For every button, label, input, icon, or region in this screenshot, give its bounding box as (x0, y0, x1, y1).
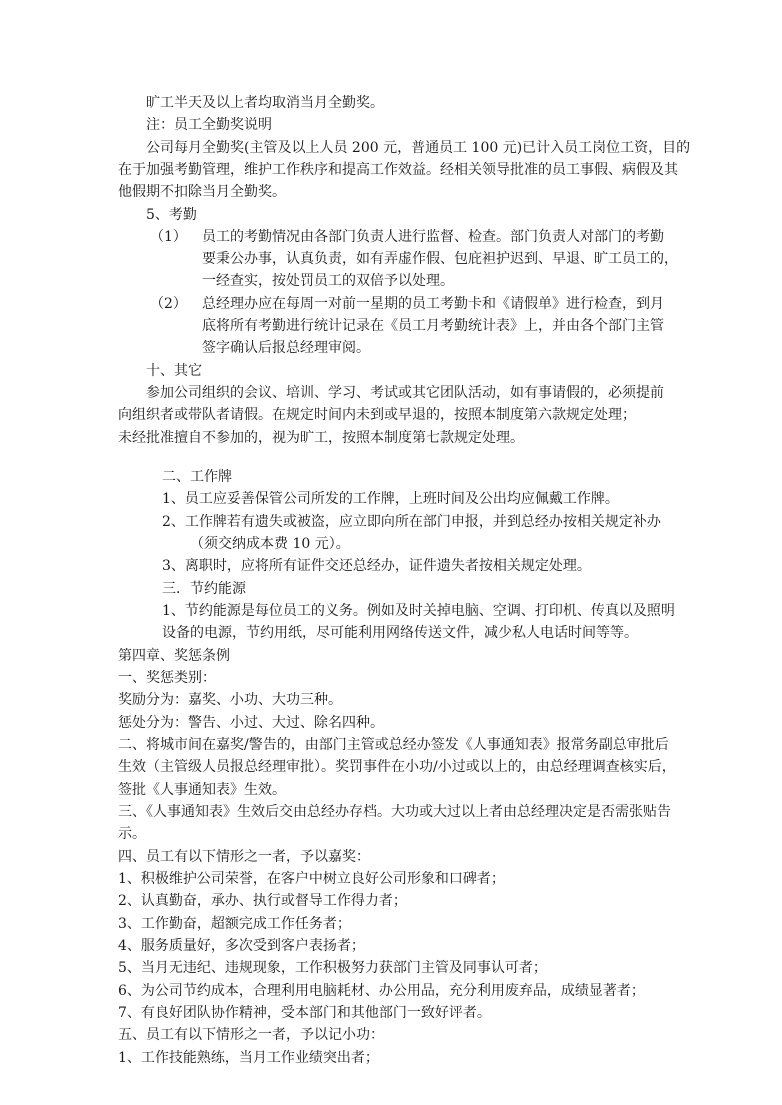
list-item: 4、服务质量好，多次受到客户表扬者； (118, 938, 365, 954)
text-line: 设备的电源，节约用纸，尽可能利用网络传送文件，减少私人电话时间等等。 (162, 625, 638, 641)
text-line: 底将所有考勤进行统计记录在《员工月考勤统计表》上，并由各个部门主管 (202, 318, 664, 334)
text-line: 生效（主管级人员报总经理审批）。奖罚事件在小功/小过或以上的，由总经理调查核实后， (118, 759, 676, 775)
text-line: 签字确认后报总经理审阅。 (202, 340, 370, 356)
text-line: 未经批准擅自不参加的，视为旷工，按照本制度第七款规定处理。 (118, 430, 524, 446)
list-number: （1） (150, 229, 187, 245)
section-heading: 五、员工有以下情形之一者，予以记小功： (118, 1027, 384, 1043)
section-heading: 三．节约能源 (162, 581, 246, 597)
list-item: 6、为公司节约成本，合理利用电脑耗材、办公用品，充分利用废弃品，成绩显著者； (118, 983, 645, 999)
text-line: 员工的考勤情况由各部门负责人进行监督、检查。部门负责人对部门的考勤 (202, 229, 664, 245)
text-line: 惩处分为：警告、小过、大过、除名四种。 (118, 715, 384, 731)
text-line: 参加公司组织的会议、培训、学习、考试或其它团队活动，如有事请假的，必须提前 (146, 385, 664, 401)
list-item: 1、工作技能熟练，当月工作业绩突出者； (118, 1050, 379, 1066)
section-heading: 一、奖惩类别： (118, 670, 216, 686)
text-line: 在于加强考勤管理，维护工作秩序和提高工作效益。经相关领导批准的员工事假、病假及其 (118, 162, 678, 178)
text-line: （须交纳成本费 10 元）。 (190, 536, 350, 552)
chapter-heading: 第四章、奖惩条例 (118, 648, 230, 664)
list-item: 1、积极维护公司荣誉，在客户中树立良好公司形象和口碑者； (118, 871, 505, 887)
list-item: 2、认真勤奋，承办、执行或督导工作得力者； (118, 893, 407, 909)
list-item: 7、有良好团队协作精神，受本部门和其他部门一致好评者。 (118, 1005, 491, 1021)
text-line: 旷工半天及以上者均取消当月全勤奖。 (146, 95, 384, 111)
text-line: 一经查实，按处罚员工的双倍予以处理。 (202, 273, 454, 289)
text-line: 3、离职时，应将所有证件交还总经办，证件遗失者按相关规定处理。 (162, 558, 591, 574)
list-item: 3、工作勤奋，超额完成工作任务者； (118, 916, 351, 932)
section-heading: 四、员工有以下情形之一者，予以嘉奖： (118, 849, 370, 865)
text-line: 公司每月全勤奖(主管及以上人员 200 元，普通员工 100 元)已计入员工岗位工资，目的 (146, 140, 691, 156)
text-line: 他假期不扣除当月全勤奖。 (118, 184, 286, 200)
text-line: 向组织者或带队者请假。在规定时间内未到或早退的，按照本制度第六款规定处理； (118, 407, 636, 423)
list-item: 5、当月无违纪、违规现象，工作积极努力获部门主管及同事认可者； (118, 960, 547, 976)
text-line: 示。 (118, 826, 146, 842)
text-line: 1、员工应妥善保管公司所发的工作牌，上班时间及公出均应佩戴工作牌。 (162, 491, 619, 507)
section-heading: 二、工作牌 (162, 469, 232, 485)
text-line: 签批《人事通知表》生效。 (118, 782, 286, 798)
list-number: （2） (150, 296, 187, 312)
text-line: 三、《人事通知表》生效后交由总经办存档。大功或大过以上者由总经理决定是否需张贴告 (118, 804, 671, 820)
text-line: 2、工作牌若有遗失或被盗，应立即向所在部门申报，并到总经办按相关规定补办 (162, 514, 661, 530)
text-line: 二、将城市间在嘉奖/警告的，由部门主管或总经办签发《人事通知表》报常务副总审批后 (118, 737, 669, 753)
text-line: 要秉公办事，认真负责，如有弄虚作假、包庇袒护迟到、早退、旷工员工的， (202, 251, 678, 267)
text-line: 奖励分为：嘉奖、小功、大功三种。 (118, 692, 342, 708)
text-line: 1、节约能源是每位员工的义务。例如及时关掉电脑、空调、打印机、传真以及照明 (162, 603, 675, 619)
section-heading: 十、其它 (146, 363, 202, 379)
text-line: 注：员工全勤奖说明 (146, 117, 272, 133)
text-line: 总经理办应在每周一对前一星期的员工考勤卡和《请假单》进行检查，到月 (202, 296, 664, 312)
section-heading: 5、考勤 (146, 207, 197, 223)
